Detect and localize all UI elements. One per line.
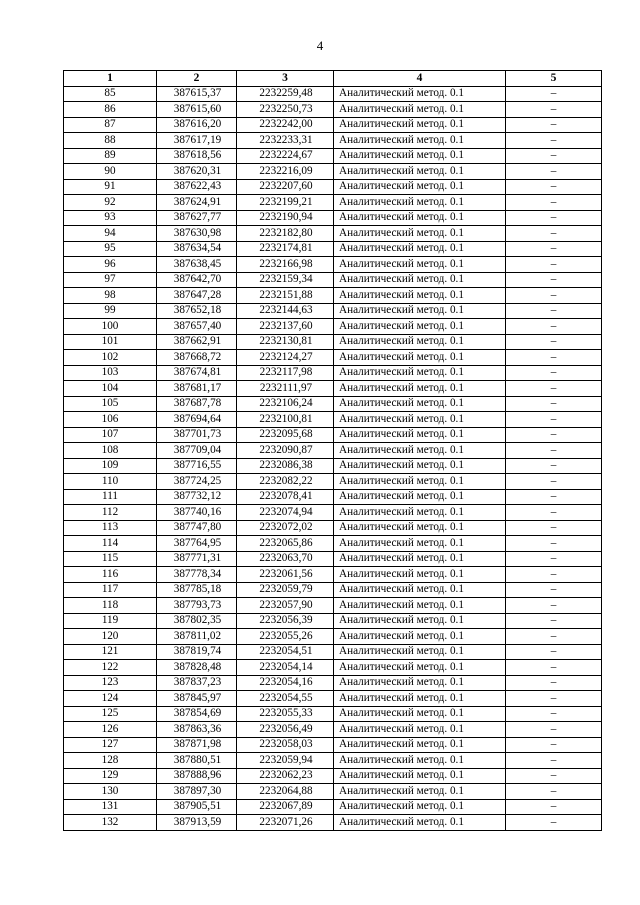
table-row bbox=[64, 179, 602, 195]
method-cell: Аналитический метод. 0.1 bbox=[334, 412, 506, 428]
method-cell: Аналитический метод. 0.1 bbox=[334, 86, 506, 102]
precision-cell: – bbox=[506, 567, 602, 583]
precision-cell: – bbox=[506, 350, 602, 366]
table-row bbox=[64, 381, 602, 397]
table-row bbox=[64, 551, 602, 567]
point-number-cell: 91 bbox=[64, 179, 157, 195]
x-coordinate-cell: 387647,28 bbox=[157, 288, 237, 304]
table-row bbox=[64, 691, 602, 707]
y-coordinate-cell: 2232216,09 bbox=[237, 164, 334, 180]
table-row bbox=[64, 226, 602, 242]
point-number-cell: 130 bbox=[64, 784, 157, 800]
method-cell: Аналитический метод. 0.1 bbox=[334, 582, 506, 598]
y-coordinate-cell: 2232065,86 bbox=[237, 536, 334, 552]
table-row bbox=[64, 536, 602, 552]
x-coordinate-cell: 387888,96 bbox=[157, 768, 237, 784]
method-cell: Аналитический метод. 0.1 bbox=[334, 551, 506, 567]
method-cell: Аналитический метод. 0.1 bbox=[334, 536, 506, 552]
point-number-cell: 105 bbox=[64, 396, 157, 412]
point-number-cell: 86 bbox=[64, 102, 157, 118]
method-cell: Аналитический метод. 0.1 bbox=[334, 691, 506, 707]
method-cell: Аналитический метод. 0.1 bbox=[334, 303, 506, 319]
precision-cell: – bbox=[506, 334, 602, 350]
point-number-cell: 96 bbox=[64, 257, 157, 273]
y-coordinate-cell: 2232137,60 bbox=[237, 319, 334, 335]
table-row bbox=[64, 660, 602, 676]
x-coordinate-cell: 387630,98 bbox=[157, 226, 237, 242]
page-number: 4 bbox=[316, 38, 324, 53]
point-number-cell: 108 bbox=[64, 443, 157, 459]
point-number-cell: 107 bbox=[64, 427, 157, 443]
table-row bbox=[64, 458, 602, 474]
precision-cell: – bbox=[506, 815, 602, 831]
method-cell: Аналитический метод. 0.1 bbox=[334, 272, 506, 288]
y-coordinate-cell: 2232207,60 bbox=[237, 179, 334, 195]
method-cell: Аналитический метод. 0.1 bbox=[334, 644, 506, 660]
table-row bbox=[64, 133, 602, 149]
y-coordinate-cell: 2232124,27 bbox=[237, 350, 334, 366]
method-cell: Аналитический метод. 0.1 bbox=[334, 257, 506, 273]
x-coordinate-cell: 387819,74 bbox=[157, 644, 237, 660]
table-row bbox=[64, 489, 602, 505]
point-number-cell: 118 bbox=[64, 598, 157, 614]
y-coordinate-cell: 2232151,88 bbox=[237, 288, 334, 304]
table-row bbox=[64, 567, 602, 583]
point-number-cell: 109 bbox=[64, 458, 157, 474]
point-number-cell: 129 bbox=[64, 768, 157, 784]
point-number-cell: 115 bbox=[64, 551, 157, 567]
table-row bbox=[64, 753, 602, 769]
point-number-cell: 97 bbox=[64, 272, 157, 288]
method-cell: Аналитический метод. 0.1 bbox=[334, 133, 506, 149]
y-coordinate-cell: 2232144,63 bbox=[237, 303, 334, 319]
table-row bbox=[64, 303, 602, 319]
x-coordinate-cell: 387837,23 bbox=[157, 675, 237, 691]
precision-cell: – bbox=[506, 706, 602, 722]
point-number-cell: 92 bbox=[64, 195, 157, 211]
table-row bbox=[64, 598, 602, 614]
precision-cell: – bbox=[506, 489, 602, 505]
method-cell: Аналитический метод. 0.1 bbox=[334, 241, 506, 257]
x-coordinate-cell: 387657,40 bbox=[157, 319, 237, 335]
precision-cell: – bbox=[506, 148, 602, 164]
x-coordinate-cell: 387716,55 bbox=[157, 458, 237, 474]
x-coordinate-cell: 387687,78 bbox=[157, 396, 237, 412]
method-cell: Аналитический метод. 0.1 bbox=[334, 226, 506, 242]
x-coordinate-cell: 387793,73 bbox=[157, 598, 237, 614]
point-number-cell: 87 bbox=[64, 117, 157, 133]
y-coordinate-cell: 2232057,90 bbox=[237, 598, 334, 614]
x-coordinate-cell: 387771,31 bbox=[157, 551, 237, 567]
table-row bbox=[64, 815, 602, 831]
table-row bbox=[64, 768, 602, 784]
method-cell: Аналитический метод. 0.1 bbox=[334, 365, 506, 381]
y-coordinate-cell: 2232250,73 bbox=[237, 102, 334, 118]
precision-cell: – bbox=[506, 551, 602, 567]
x-coordinate-cell: 387624,91 bbox=[157, 195, 237, 211]
x-coordinate-cell: 387634,54 bbox=[157, 241, 237, 257]
table-header-row bbox=[64, 71, 602, 87]
method-cell: Аналитический метод. 0.1 bbox=[334, 381, 506, 397]
point-number-cell: 94 bbox=[64, 226, 157, 242]
table-row bbox=[64, 86, 602, 102]
table-row bbox=[64, 117, 602, 133]
method-cell: Аналитический метод. 0.1 bbox=[334, 164, 506, 180]
table-body bbox=[64, 86, 602, 830]
header-col-2: 2 bbox=[157, 71, 237, 87]
y-coordinate-cell: 2232061,56 bbox=[237, 567, 334, 583]
precision-cell: – bbox=[506, 768, 602, 784]
precision-cell: – bbox=[506, 520, 602, 536]
x-coordinate-cell: 387802,35 bbox=[157, 613, 237, 629]
x-coordinate-cell: 387615,37 bbox=[157, 86, 237, 102]
method-cell: Аналитический метод. 0.1 bbox=[334, 396, 506, 412]
point-number-cell: 98 bbox=[64, 288, 157, 304]
x-coordinate-cell: 387617,19 bbox=[157, 133, 237, 149]
x-coordinate-cell: 387616,20 bbox=[157, 117, 237, 133]
precision-cell: – bbox=[506, 257, 602, 273]
point-number-cell: 101 bbox=[64, 334, 157, 350]
x-coordinate-cell: 387811,02 bbox=[157, 629, 237, 645]
precision-cell: – bbox=[506, 86, 602, 102]
table-row bbox=[64, 288, 602, 304]
x-coordinate-cell: 387618,56 bbox=[157, 148, 237, 164]
point-number-cell: 119 bbox=[64, 613, 157, 629]
table-row bbox=[64, 706, 602, 722]
y-coordinate-cell: 2232233,31 bbox=[237, 133, 334, 149]
table-row bbox=[64, 210, 602, 226]
x-coordinate-cell: 387642,70 bbox=[157, 272, 237, 288]
x-coordinate-cell: 387701,73 bbox=[157, 427, 237, 443]
point-number-cell: 114 bbox=[64, 536, 157, 552]
table-row bbox=[64, 350, 602, 366]
point-number-cell: 88 bbox=[64, 133, 157, 149]
header-col-5: 5 bbox=[506, 71, 602, 87]
precision-cell: – bbox=[506, 753, 602, 769]
point-number-cell: 93 bbox=[64, 210, 157, 226]
table-row bbox=[64, 784, 602, 800]
point-number-cell: 131 bbox=[64, 799, 157, 815]
method-cell: Аналитический метод. 0.1 bbox=[334, 458, 506, 474]
y-coordinate-cell: 2232074,94 bbox=[237, 505, 334, 521]
point-number-cell: 104 bbox=[64, 381, 157, 397]
y-coordinate-cell: 2232095,68 bbox=[237, 427, 334, 443]
y-coordinate-cell: 2232067,89 bbox=[237, 799, 334, 815]
x-coordinate-cell: 387897,30 bbox=[157, 784, 237, 800]
table-row bbox=[64, 195, 602, 211]
method-cell: Аналитический метод. 0.1 bbox=[334, 629, 506, 645]
y-coordinate-cell: 2232224,67 bbox=[237, 148, 334, 164]
precision-cell: – bbox=[506, 226, 602, 242]
precision-cell: – bbox=[506, 195, 602, 211]
y-coordinate-cell: 2232090,87 bbox=[237, 443, 334, 459]
precision-cell: – bbox=[506, 319, 602, 335]
table-row bbox=[64, 319, 602, 335]
method-cell: Аналитический метод. 0.1 bbox=[334, 102, 506, 118]
table-row bbox=[64, 257, 602, 273]
method-cell: Аналитический метод. 0.1 bbox=[334, 179, 506, 195]
method-cell: Аналитический метод. 0.1 bbox=[334, 784, 506, 800]
precision-cell: – bbox=[506, 288, 602, 304]
method-cell: Аналитический метод. 0.1 bbox=[334, 195, 506, 211]
y-coordinate-cell: 2232082,22 bbox=[237, 474, 334, 490]
method-cell: Аналитический метод. 0.1 bbox=[334, 613, 506, 629]
x-coordinate-cell: 387854,69 bbox=[157, 706, 237, 722]
point-number-cell: 85 bbox=[64, 86, 157, 102]
method-cell: Аналитический метод. 0.1 bbox=[334, 443, 506, 459]
method-cell: Аналитический метод. 0.1 bbox=[334, 334, 506, 350]
y-coordinate-cell: 2232242,00 bbox=[237, 117, 334, 133]
precision-cell: – bbox=[506, 474, 602, 490]
header-col-1: 1 bbox=[64, 71, 157, 87]
precision-cell: – bbox=[506, 396, 602, 412]
x-coordinate-cell: 387674,81 bbox=[157, 365, 237, 381]
table-row bbox=[64, 629, 602, 645]
precision-cell: – bbox=[506, 737, 602, 753]
precision-cell: – bbox=[506, 164, 602, 180]
x-coordinate-cell: 387724,25 bbox=[157, 474, 237, 490]
method-cell: Аналитический метод. 0.1 bbox=[334, 427, 506, 443]
point-number-cell: 113 bbox=[64, 520, 157, 536]
precision-cell: – bbox=[506, 133, 602, 149]
y-coordinate-cell: 2232054,51 bbox=[237, 644, 334, 660]
y-coordinate-cell: 2232054,14 bbox=[237, 660, 334, 676]
precision-cell: – bbox=[506, 272, 602, 288]
y-coordinate-cell: 2232055,26 bbox=[237, 629, 334, 645]
point-number-cell: 122 bbox=[64, 660, 157, 676]
precision-cell: – bbox=[506, 443, 602, 459]
table-row bbox=[64, 427, 602, 443]
precision-cell: – bbox=[506, 691, 602, 707]
x-coordinate-cell: 387778,34 bbox=[157, 567, 237, 583]
y-coordinate-cell: 2232056,49 bbox=[237, 722, 334, 738]
precision-cell: – bbox=[506, 179, 602, 195]
method-cell: Аналитический метод. 0.1 bbox=[334, 753, 506, 769]
precision-cell: – bbox=[506, 412, 602, 428]
point-number-cell: 120 bbox=[64, 629, 157, 645]
y-coordinate-cell: 2232159,34 bbox=[237, 272, 334, 288]
x-coordinate-cell: 387681,17 bbox=[157, 381, 237, 397]
y-coordinate-cell: 2232100,81 bbox=[237, 412, 334, 428]
table-row bbox=[64, 799, 602, 815]
precision-cell: – bbox=[506, 365, 602, 381]
x-coordinate-cell: 387764,95 bbox=[157, 536, 237, 552]
table-row bbox=[64, 102, 602, 118]
precision-cell: – bbox=[506, 784, 602, 800]
table-row bbox=[64, 148, 602, 164]
table-row bbox=[64, 365, 602, 381]
precision-cell: – bbox=[506, 536, 602, 552]
point-number-cell: 116 bbox=[64, 567, 157, 583]
x-coordinate-cell: 387740,16 bbox=[157, 505, 237, 521]
table-row bbox=[64, 241, 602, 257]
method-cell: Аналитический метод. 0.1 bbox=[334, 288, 506, 304]
x-coordinate-cell: 387828,48 bbox=[157, 660, 237, 676]
x-coordinate-cell: 387627,77 bbox=[157, 210, 237, 226]
method-cell: Аналитический метод. 0.1 bbox=[334, 210, 506, 226]
table-row bbox=[64, 334, 602, 350]
precision-cell: – bbox=[506, 210, 602, 226]
method-cell: Аналитический метод. 0.1 bbox=[334, 706, 506, 722]
point-number-cell: 128 bbox=[64, 753, 157, 769]
method-cell: Аналитический метод. 0.1 bbox=[334, 660, 506, 676]
y-coordinate-cell: 2232130,81 bbox=[237, 334, 334, 350]
method-cell: Аналитический метод. 0.1 bbox=[334, 722, 506, 738]
point-number-cell: 126 bbox=[64, 722, 157, 738]
point-number-cell: 99 bbox=[64, 303, 157, 319]
method-cell: Аналитический метод. 0.1 bbox=[334, 567, 506, 583]
y-coordinate-cell: 2232166,98 bbox=[237, 257, 334, 273]
point-number-cell: 106 bbox=[64, 412, 157, 428]
y-coordinate-cell: 2232199,21 bbox=[237, 195, 334, 211]
precision-cell: – bbox=[506, 458, 602, 474]
y-coordinate-cell: 2232063,70 bbox=[237, 551, 334, 567]
y-coordinate-cell: 2232064,88 bbox=[237, 784, 334, 800]
precision-cell: – bbox=[506, 381, 602, 397]
point-number-cell: 121 bbox=[64, 644, 157, 660]
x-coordinate-cell: 387732,12 bbox=[157, 489, 237, 505]
y-coordinate-cell: 2232111,97 bbox=[237, 381, 334, 397]
y-coordinate-cell: 2232106,24 bbox=[237, 396, 334, 412]
x-coordinate-cell: 387785,18 bbox=[157, 582, 237, 598]
point-number-cell: 100 bbox=[64, 319, 157, 335]
point-number-cell: 89 bbox=[64, 148, 157, 164]
method-cell: Аналитический метод. 0.1 bbox=[334, 117, 506, 133]
x-coordinate-cell: 387652,18 bbox=[157, 303, 237, 319]
y-coordinate-cell: 2232059,94 bbox=[237, 753, 334, 769]
table-row bbox=[64, 582, 602, 598]
x-coordinate-cell: 387662,91 bbox=[157, 334, 237, 350]
method-cell: Аналитический метод. 0.1 bbox=[334, 815, 506, 831]
point-number-cell: 123 bbox=[64, 675, 157, 691]
precision-cell: – bbox=[506, 629, 602, 645]
table-row bbox=[64, 412, 602, 428]
table-row bbox=[64, 443, 602, 459]
point-number-cell: 125 bbox=[64, 706, 157, 722]
x-coordinate-cell: 387622,43 bbox=[157, 179, 237, 195]
y-coordinate-cell: 2232055,33 bbox=[237, 706, 334, 722]
point-number-cell: 90 bbox=[64, 164, 157, 180]
method-cell: Аналитический метод. 0.1 bbox=[334, 319, 506, 335]
y-coordinate-cell: 2232117,98 bbox=[237, 365, 334, 381]
x-coordinate-cell: 387863,36 bbox=[157, 722, 237, 738]
precision-cell: – bbox=[506, 505, 602, 521]
precision-cell: – bbox=[506, 241, 602, 257]
point-number-cell: 95 bbox=[64, 241, 157, 257]
method-cell: Аналитический метод. 0.1 bbox=[334, 148, 506, 164]
y-coordinate-cell: 2232086,38 bbox=[237, 458, 334, 474]
precision-cell: – bbox=[506, 102, 602, 118]
table-row bbox=[64, 474, 602, 490]
y-coordinate-cell: 2232062,23 bbox=[237, 768, 334, 784]
method-cell: Аналитический метод. 0.1 bbox=[334, 520, 506, 536]
x-coordinate-cell: 387913,59 bbox=[157, 815, 237, 831]
table-row bbox=[64, 505, 602, 521]
x-coordinate-cell: 387905,51 bbox=[157, 799, 237, 815]
x-coordinate-cell: 387638,45 bbox=[157, 257, 237, 273]
y-coordinate-cell: 2232190,94 bbox=[237, 210, 334, 226]
table-row bbox=[64, 272, 602, 288]
point-number-cell: 111 bbox=[64, 489, 157, 505]
point-number-cell: 117 bbox=[64, 582, 157, 598]
x-coordinate-cell: 387871,98 bbox=[157, 737, 237, 753]
y-coordinate-cell: 2232058,03 bbox=[237, 737, 334, 753]
precision-cell: – bbox=[506, 722, 602, 738]
header-col-4: 4 bbox=[334, 71, 506, 87]
precision-cell: – bbox=[506, 582, 602, 598]
coordinates-table bbox=[63, 70, 602, 831]
x-coordinate-cell: 387747,80 bbox=[157, 520, 237, 536]
x-coordinate-cell: 387845,97 bbox=[157, 691, 237, 707]
method-cell: Аналитический метод. 0.1 bbox=[334, 799, 506, 815]
method-cell: Аналитический метод. 0.1 bbox=[334, 768, 506, 784]
table-row bbox=[64, 396, 602, 412]
method-cell: Аналитический метод. 0.1 bbox=[334, 350, 506, 366]
table-row bbox=[64, 613, 602, 629]
method-cell: Аналитический метод. 0.1 bbox=[334, 598, 506, 614]
x-coordinate-cell: 387880,51 bbox=[157, 753, 237, 769]
precision-cell: – bbox=[506, 675, 602, 691]
method-cell: Аналитический метод. 0.1 bbox=[334, 675, 506, 691]
y-coordinate-cell: 2232174,81 bbox=[237, 241, 334, 257]
x-coordinate-cell: 387668,72 bbox=[157, 350, 237, 366]
y-coordinate-cell: 2232054,55 bbox=[237, 691, 334, 707]
header-col-3: 3 bbox=[237, 71, 334, 87]
method-cell: Аналитический метод. 0.1 bbox=[334, 489, 506, 505]
point-number-cell: 132 bbox=[64, 815, 157, 831]
point-number-cell: 124 bbox=[64, 691, 157, 707]
y-coordinate-cell: 2232259,48 bbox=[237, 86, 334, 102]
point-number-cell: 127 bbox=[64, 737, 157, 753]
x-coordinate-cell: 387709,04 bbox=[157, 443, 237, 459]
x-coordinate-cell: 387615,60 bbox=[157, 102, 237, 118]
y-coordinate-cell: 2232071,26 bbox=[237, 815, 334, 831]
precision-cell: – bbox=[506, 613, 602, 629]
method-cell: Аналитический метод. 0.1 bbox=[334, 474, 506, 490]
y-coordinate-cell: 2232059,79 bbox=[237, 582, 334, 598]
precision-cell: – bbox=[506, 117, 602, 133]
method-cell: Аналитический метод. 0.1 bbox=[334, 737, 506, 753]
table-row bbox=[64, 737, 602, 753]
table-row bbox=[64, 644, 602, 660]
precision-cell: – bbox=[506, 303, 602, 319]
x-coordinate-cell: 387694,64 bbox=[157, 412, 237, 428]
table-row bbox=[64, 675, 602, 691]
x-coordinate-cell: 387620,31 bbox=[157, 164, 237, 180]
precision-cell: – bbox=[506, 799, 602, 815]
y-coordinate-cell: 2232054,16 bbox=[237, 675, 334, 691]
y-coordinate-cell: 2232072,02 bbox=[237, 520, 334, 536]
table-row bbox=[64, 722, 602, 738]
precision-cell: – bbox=[506, 660, 602, 676]
point-number-cell: 103 bbox=[64, 365, 157, 381]
y-coordinate-cell: 2232056,39 bbox=[237, 613, 334, 629]
point-number-cell: 102 bbox=[64, 350, 157, 366]
table-row bbox=[64, 520, 602, 536]
point-number-cell: 110 bbox=[64, 474, 157, 490]
precision-cell: – bbox=[506, 644, 602, 660]
precision-cell: – bbox=[506, 598, 602, 614]
method-cell: Аналитический метод. 0.1 bbox=[334, 505, 506, 521]
point-number-cell: 112 bbox=[64, 505, 157, 521]
y-coordinate-cell: 2232078,41 bbox=[237, 489, 334, 505]
table-row bbox=[64, 164, 602, 180]
y-coordinate-cell: 2232182,80 bbox=[237, 226, 334, 242]
precision-cell: – bbox=[506, 427, 602, 443]
